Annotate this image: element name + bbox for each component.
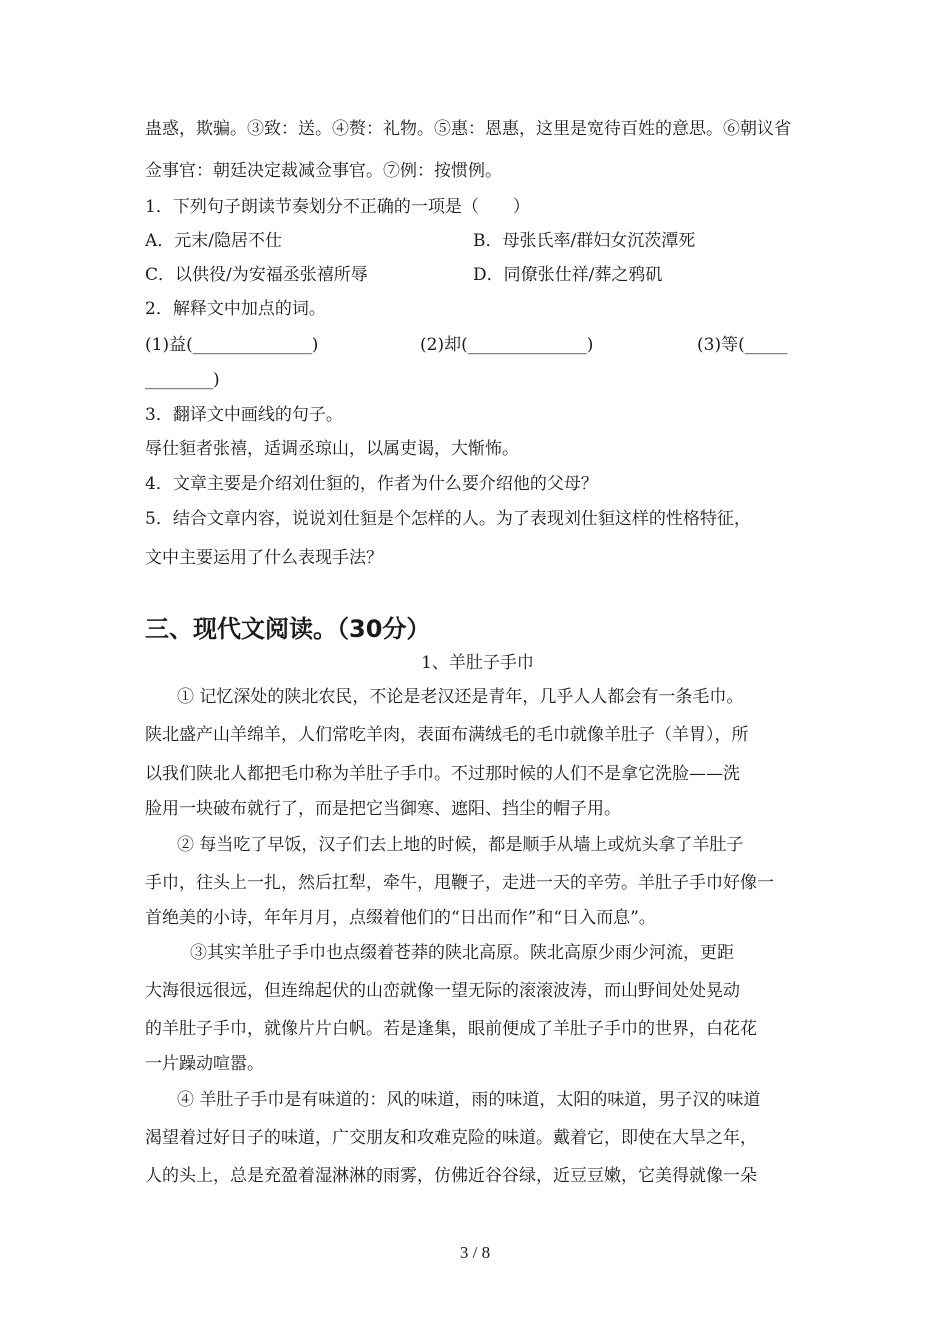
question-4: 4．文章主要是介绍刘仕貆的，作者为什么要介绍他的父母？: [145, 474, 598, 494]
paragraph-2-line-2: 手巾，往头上一扎，然后扛犁，牵牛，甩鞭子，走进一天的辛劳。羊肚子手巾好像一: [145, 873, 774, 893]
question-3: 3．翻译文中画线的句子。: [145, 405, 343, 425]
option-d: D．同僚张仕祥/葬之鸦矶: [473, 265, 663, 285]
paragraph-1-line-4: 脸用一块破布就行了，而是把它当御寒、遮阳、挡尘的帽子用。: [145, 799, 621, 819]
page-number: 3 / 8: [459, 1243, 491, 1262]
notes-line-1: 蛊惑，欺骗。③致：送。④赘：礼物。⑤惠：恩惠，这里是宽待百姓的意思。⑥朝议省: [145, 119, 791, 139]
question-1: 1．下列句子朗读节奏划分不正确的一项是（ ）: [145, 197, 530, 217]
paragraph-1-line-2: 陕北盛产山羊绵羊，人们常吃羊肉，表面布满绒毛的毛巾就像羊肚子（羊胃），所: [145, 725, 749, 745]
question-5-line-1: 5．结合文章内容，说说刘仕貆是个怎样的人。为了表现刘仕貆这样的性格特征，: [145, 509, 751, 529]
option-a: A．元末/隐居不仕: [145, 231, 283, 251]
option-c: C．以供役/为安福丞张禧所辱: [145, 265, 368, 285]
question-5-line-2: 文中主要运用了什么表现手法？: [145, 548, 383, 568]
question-2: 2．解释文中加点的词。: [145, 299, 326, 319]
paragraph-4-line-3: 人的头上，总是充盈着湿淋淋的雨雾，仿佛近谷谷绿，近豆豆嫩，它美得就像一朵: [145, 1166, 757, 1186]
blank-item-1: (1)益(______________): [145, 335, 319, 355]
paragraph-2-line-3: 首绝美的小诗，年年月月，点缀着他们的“日出而作”和“日入而息”。: [145, 908, 656, 928]
blank-item-3-continued: ________): [145, 370, 220, 390]
notes-line-2: 佥事官：朝廷决定裁减佥事官。⑦例：按惯例。: [145, 161, 502, 181]
section-heading: 三、现代文阅读。（30分）: [145, 615, 431, 643]
blank-item-2: (2)却(______________): [420, 335, 594, 355]
paragraph-2-line-1: ② 每当吃了早饭，汉子们去上地的时候，都是顺手从墙上或炕头拿了羊肚子: [177, 835, 744, 855]
question-3-sentence: 辱仕貆者张禧，适调丞琼山，以属吏谒，大惭怖。: [145, 439, 519, 459]
option-b: B．母张氏率/群妇女沉茨潭死: [473, 231, 696, 251]
paragraph-4-line-1: ④ 羊肚子手巾是有味道的：风的味道，雨的味道，太阳的味道，男子汉的味道: [177, 1090, 761, 1110]
paragraph-3-line-4: 一片躁动喧嚣。: [145, 1054, 264, 1074]
blank-item-3: (3)等(_____: [697, 335, 788, 355]
paragraph-3-line-3: 的羊肚子手巾，就像片片白帆。若是逢集，眼前便成了羊肚子手巾的世界，白花花: [145, 1019, 757, 1039]
paragraph-4-line-2: 渴望着过好日子的味道，广交朋友和攻难克险的味道。戴着它，即使在大旱之年，: [145, 1128, 757, 1148]
article-title: 1、羊肚子手巾: [421, 653, 534, 673]
paragraph-1-line-3: 以我们陕北人都把毛巾称为羊肚子手巾。不过那时候的人们不是拿它洗脸——洗: [145, 764, 740, 784]
paragraph-3-line-1: ③其实羊肚子手巾也点缀着苍莽的陕北高原。陕北高原少雨少河流，更距: [190, 943, 734, 963]
paragraph-3-line-2: 大海很远很远，但连绵起伏的山峦就像一望无际的滚滚波涛，而山野间处处晃动: [145, 981, 740, 1001]
paragraph-1-line-1: ① 记忆深处的陕北农民，不论是老汉还是青年，几乎人人都会有一条毛巾。: [177, 687, 744, 707]
